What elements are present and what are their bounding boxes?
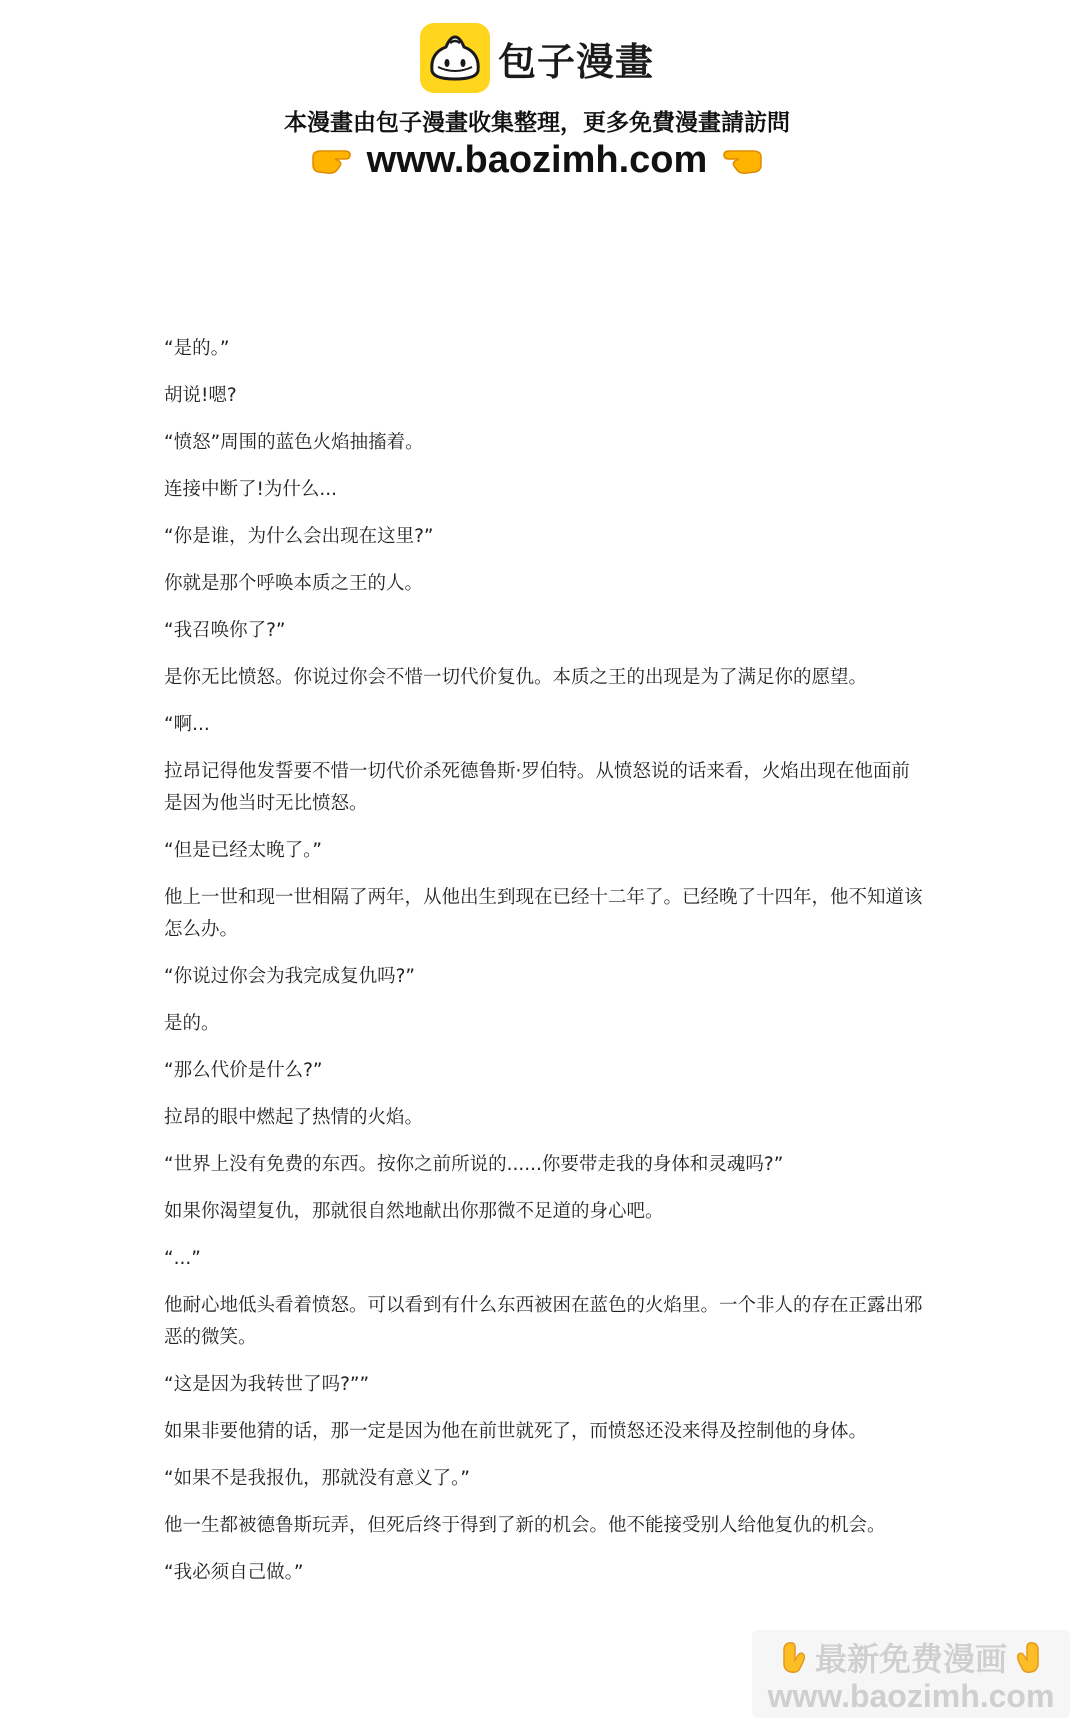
watermark-top-row: [752, 1636, 1070, 1678]
paragraph: “你说过你会为我完成复仇吗?”: [164, 966, 415, 987]
paragraph: “这是因为我转世了吗?””: [164, 1374, 370, 1395]
brand-row: [0, 22, 1074, 94]
site-url-link[interactable]: www.baozimh.com: [366, 138, 708, 181]
paragraph: “那么代价是什么?”: [164, 1060, 323, 1081]
site-link-row[interactable]: [0, 134, 1074, 186]
pointing-right-hand-icon: [309, 143, 353, 177]
paragraph: 是的。: [164, 1013, 220, 1034]
paragraph: 如果你渴望复仇，那就很自然地献出你那微不足道的身心吧。: [164, 1201, 664, 1222]
paragraph: “啊...: [164, 714, 210, 735]
paragraph: 拉昂的眼中燃起了热情的火焰。: [164, 1107, 424, 1128]
bun-mascot-icon: [420, 23, 490, 93]
tagline: 本漫畫由包子漫畫收集整理，更多免費漫畫請訪問: [284, 110, 790, 136]
paragraph: 是你无比愤怒。你说过你会不惜一切代价复仇。本质之王的出现是为了满足你的愿望。: [164, 667, 868, 688]
paragraph: “是的。”: [164, 338, 230, 359]
pointing-left-hand-icon: [721, 143, 765, 177]
chapter-text: [164, 333, 924, 1604]
paragraph: “如果不是我报仇，那就没有意义了。”: [164, 1468, 470, 1489]
paragraph: “但是已经太晚了。”: [164, 840, 322, 861]
paragraph: 他耐心地低头看着愤怒。可以看到有什么东西被困在蓝色的火焰里。一个非人的存在正露出邪恶的微笑。: [164, 1295, 923, 1348]
paragraph: 胡说!嗯?: [164, 385, 237, 406]
paragraph: 如果非要他猜的话，那一定是因为他在前世就死了，而愤怒还没来得及控制他的身体。: [164, 1421, 868, 1442]
pointing-down-hand-icon: [1013, 1640, 1043, 1674]
paragraph: “我召唤你了?”: [164, 620, 286, 641]
watermark-url[interactable]: www.baozimh.com: [767, 1678, 1055, 1714]
site-header: [0, 0, 1074, 200]
paragraph: “你是谁，为什么会出现在这里?”: [164, 526, 434, 547]
paragraph: “我必须自己做。”: [164, 1562, 304, 1583]
paragraph: 他上一世和现一世相隔了两年，从他出生到现在已经十二年了。已经晚了十四年，他不知道该怎么办。: [164, 887, 923, 940]
brand-name: 包子漫畫: [497, 39, 654, 84]
paragraph: “...”: [164, 1248, 201, 1269]
paragraph: “愤怒”周围的蓝色火焰抽搐着。: [164, 432, 424, 453]
watermark-text: 最新免费漫画: [814, 1640, 1007, 1678]
paragraph: “世界上没有免费的东西。按你之前所说的......你要带走我的身体和灵魂吗?”: [164, 1154, 784, 1175]
paragraph: 他一生都被德鲁斯玩弄，但死后终于得到了新的机会。他不能接受别人给他复仇的机会。: [164, 1515, 886, 1536]
paragraph: 拉昂记得他发誓要不惜一切代价杀死德鲁斯·罗伯特。从愤怒说的话来看，火焰出现在他面前是因为他当时无比愤怒。: [164, 761, 910, 814]
pointing-down-hand-icon: [779, 1640, 809, 1674]
watermark[interactable]: [752, 1630, 1070, 1718]
paragraph: 你就是那个呼唤本质之王的人。: [164, 573, 424, 594]
paragraph: 连接中断了!为什么...: [164, 479, 338, 500]
